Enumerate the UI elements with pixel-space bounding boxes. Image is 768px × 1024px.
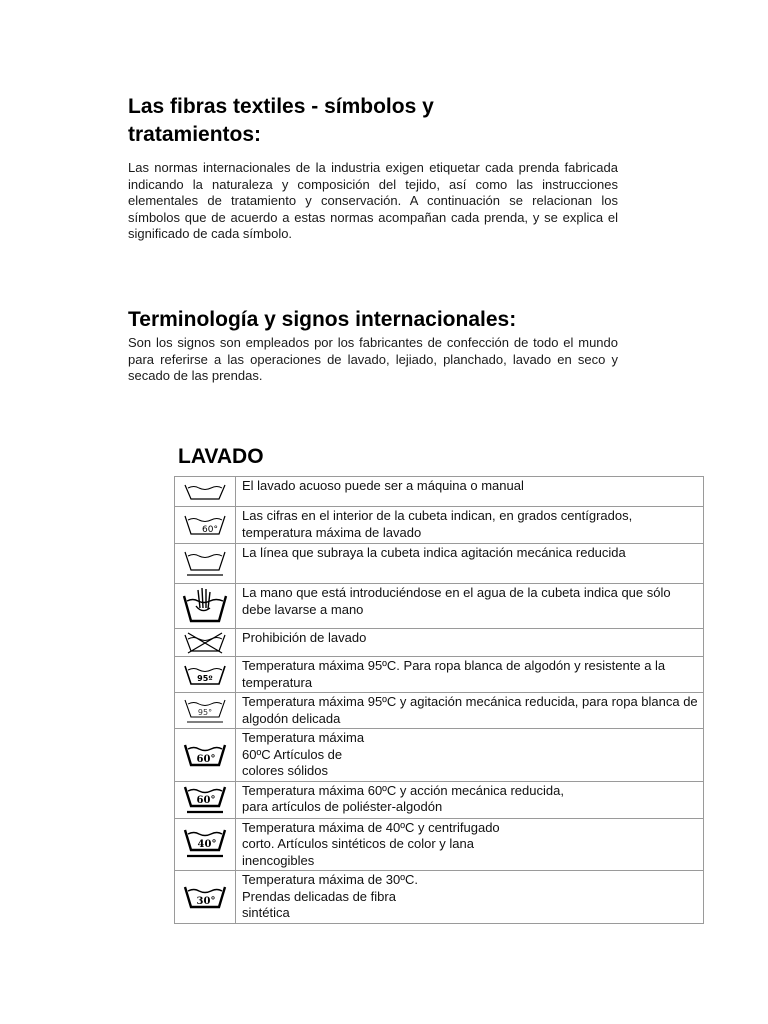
washtub-underline-icon: [182, 549, 228, 579]
symbol-cell: [175, 507, 236, 544]
symbol-label: 95º: [197, 673, 213, 683]
row-text: La mano que está introduciéndose en el agua de la cubeta indica que sólo debe lavarse a mano: [236, 584, 704, 629]
symbol-label: 60°: [202, 525, 218, 535]
page-title: Las fibras textiles - símbolos y tratamientos:: [128, 95, 434, 146]
washtub-crossed-icon: [182, 632, 228, 654]
row-text: Temperatura máxima 95ºC y agitación mecánica reducida, para ropa blanca de algodón delicada: [236, 693, 704, 729]
row-text: Temperatura máxima de 30ºC. Prendas delicadas de fibra sintética: [236, 871, 704, 924]
symbol-label: 30°: [196, 896, 216, 907]
table-row: [175, 477, 704, 507]
lavado-table: [174, 476, 704, 924]
terminology-title: Terminología y signos internacionales:: [128, 308, 517, 331]
symbol-label: 95°: [197, 707, 213, 717]
table-row: [175, 584, 704, 629]
table-row: [175, 657, 704, 693]
washtub-hand-icon: [180, 586, 230, 626]
symbol-cell: [175, 629, 236, 657]
symbol-cell: [175, 544, 236, 584]
washtub-60-bold-underline-icon: [182, 784, 228, 816]
table-row: [175, 629, 704, 657]
symbol-cell: [175, 871, 236, 924]
washtub-60-icon: [182, 512, 228, 538]
washtub-40-bold-underline-icon: [182, 827, 228, 861]
symbol-label: 60°: [196, 753, 216, 765]
washtub-95-underline-icon: [182, 697, 228, 725]
symbol-cell: [175, 657, 236, 693]
row-text: Prohibición de lavado: [236, 629, 704, 657]
symbol-label: 60°: [196, 794, 216, 806]
row-text: Temperatura máxima 95ºC. Para ropa blanca de algodón y resistente a la temperatura: [236, 657, 704, 693]
washtub-icon: [182, 482, 228, 502]
terminology-paragraph: Son los signos son empleados por los fabricantes de confección de todo el mundo para referirse a las operaciones de lavado, lejiado, planchado, lavado en seco y secado de las prendas.: [128, 335, 618, 383]
symbol-cell: [175, 477, 236, 507]
row-text: Temperatura máxima 60ºC Artículos de colores sólidos: [236, 729, 704, 782]
table-row: [175, 729, 704, 782]
row-text: El lavado acuoso puede ser a máquina o manual: [236, 477, 704, 507]
table-row: [175, 544, 704, 584]
washtub-60-bold-icon: [182, 740, 228, 770]
symbol-cell: [175, 729, 236, 782]
intro-paragraph: Las normas internacionales de la industria exigen etiquetar cada prenda fabricada indicando la naturaleza y composición del tejido, así como las instrucciones elementales de tratamiento y conservación. A continuación se relacionan los símbolos que de acuerdo a estas normas acompañan cada prenda, y se explica el significado de cada símbolo.: [128, 160, 618, 241]
table-row: [175, 818, 704, 871]
symbol-cell: [175, 693, 236, 729]
washtub-95-icon: [182, 662, 228, 688]
symbol-cell: [175, 781, 236, 818]
symbol-cell: [175, 584, 236, 629]
table-row: [175, 507, 704, 544]
table-row: [175, 693, 704, 729]
row-text: Las cifras en el interior de la cubeta indican, en grados centígrados, temperatura máxima de lavado: [236, 507, 704, 544]
lavado-heading: LAVADO: [178, 445, 264, 468]
row-text: Temperatura máxima 60ºC y acción mecánica reducida, para artículos de poliéster-algodón: [236, 781, 704, 818]
washtub-30-bold-icon: [182, 882, 228, 912]
table-row: [175, 871, 704, 924]
row-text: Temperatura máxima de 40ºC y centrifugado corto. Artículos sintéticos de color y lana inencogibles: [236, 818, 704, 871]
table-row: [175, 781, 704, 818]
symbol-cell: [175, 818, 236, 871]
row-text: La línea que subraya la cubeta indica agitación mecánica reducida: [236, 544, 704, 584]
symbol-label: 40°: [197, 839, 217, 851]
